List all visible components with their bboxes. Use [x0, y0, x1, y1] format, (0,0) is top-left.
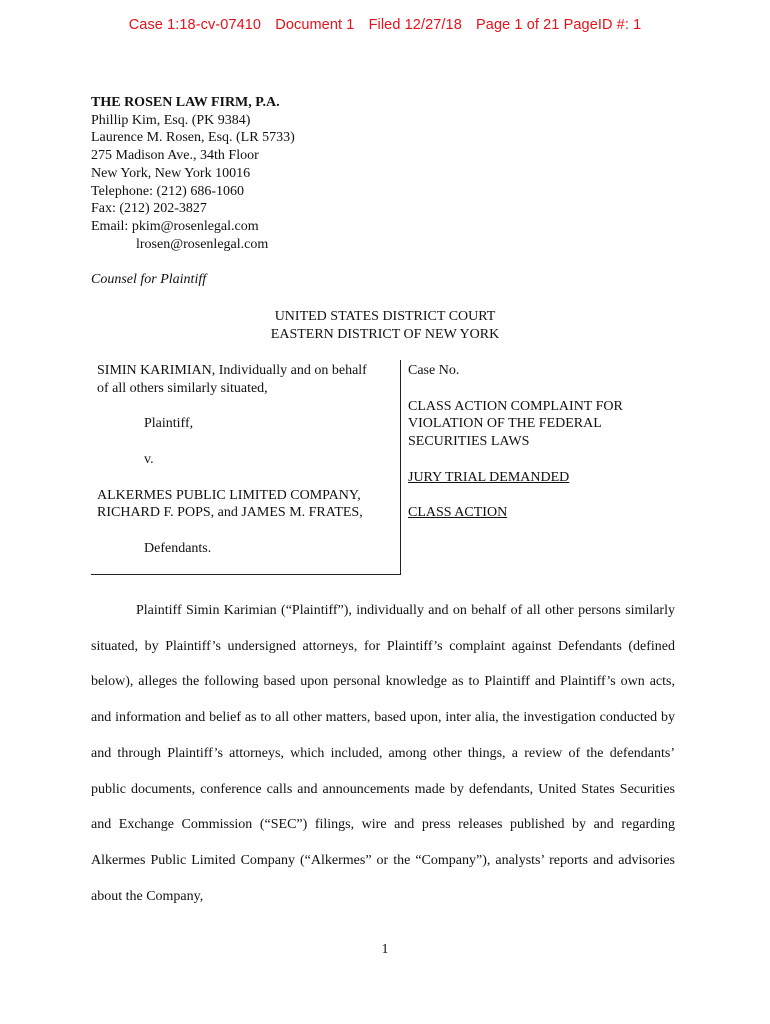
attorney-rosen: Laurence M. Rosen, Esq. (LR 5733)	[91, 130, 295, 146]
plaintiff-label: Plaintiff,	[144, 416, 194, 432]
caption-divider-horizontal	[91, 574, 401, 575]
defendant-names: ALKERMES PUBLIC LIMITED COMPANY,	[97, 487, 361, 503]
firm-address-street: 275 Madison Ave., 34th Floor	[91, 148, 259, 164]
defendant-names-cont: RICHARD F. POPS, and JAMES M. FRATES,	[97, 505, 363, 521]
firm-telephone: Telephone: (212) 686-1060	[91, 183, 244, 199]
counsel-for-plaintiff: Counsel for Plaintiff	[91, 272, 207, 287]
attorney-kim: Phillip Kim, Esq. (PK 9384)	[91, 112, 251, 128]
firm-email-kim: Email: pkim@rosenlegal.com	[91, 218, 259, 234]
firm-address-city: New York, New York 10016	[91, 165, 251, 181]
complaint-title-cont: VIOLATION OF THE FEDERAL	[408, 416, 602, 432]
class-action-label: CLASS ACTION	[408, 505, 508, 521]
versus-label: v.	[144, 451, 154, 467]
stamp-filed-date: Filed 12/27/18	[368, 17, 462, 33]
case-caption-parties	[97, 362, 397, 558]
case-caption-details	[408, 362, 688, 522]
page-number: 1	[381, 942, 389, 957]
court-district: EASTERN DISTRICT OF NEW YORK	[270, 327, 500, 342]
firm-fax: Fax: (212) 202-3827	[91, 201, 207, 217]
caption-divider-vertical	[400, 360, 401, 575]
law-firm-block	[91, 94, 295, 253]
firm-name: THE ROSEN LAW FIRM, P.A.	[91, 95, 280, 110]
court-heading	[0, 308, 770, 344]
ecf-header-stamp	[0, 17, 770, 33]
case-number-label: Case No.	[408, 363, 460, 378]
complaint-body	[91, 593, 675, 914]
court-name: UNITED STATES DISTRICT COURT	[274, 309, 496, 324]
stamp-case-number: Case 1:18-cv-07410	[128, 17, 262, 33]
stamp-page-id: Page 1 of 21 PageID #: 1	[476, 17, 642, 33]
firm-email-rosen: lrosen@rosenlegal.com	[136, 236, 269, 252]
complaint-title-end: SECURITIES LAWS	[408, 434, 530, 450]
plaintiff-name-cont: of all others similarly situated,	[97, 380, 268, 396]
plaintiff-name: SIMIN KARIMIAN, Individually and on behalf	[97, 363, 367, 378]
stamp-document: Document 1	[275, 17, 355, 33]
opening-paragraph: Plaintiff Simin Karimian (“Plaintiff”), individually and on behalf of all other persons similarly situated, by Plaintiff’s undersigned attorneys, for Plaintiff’s complaint against Defendants (defined below), alleges the following based upon personal knowledge as to Plaintiff and Plaintiff’s own acts, and information and belief as to all other matters, based upon, inter alia, the investigation conducted by and through Plaintiff’s attorneys, which included, among other things, a review of the defendants’ public documents, conference calls and announcements made by defendants, United States Securities and Exchange Commission (“SEC”) filings, wire and press releases published by and regarding Alkermes Public Limited Company (“Alkermes” or the “Company”), analysts’ reports and advisories about the Company,	[91, 603, 675, 904]
complaint-title: CLASS ACTION COMPLAINT FOR	[408, 398, 623, 414]
defendants-label: Defendants.	[144, 540, 212, 556]
jury-trial-demanded: JURY TRIAL DEMANDED	[408, 469, 570, 485]
